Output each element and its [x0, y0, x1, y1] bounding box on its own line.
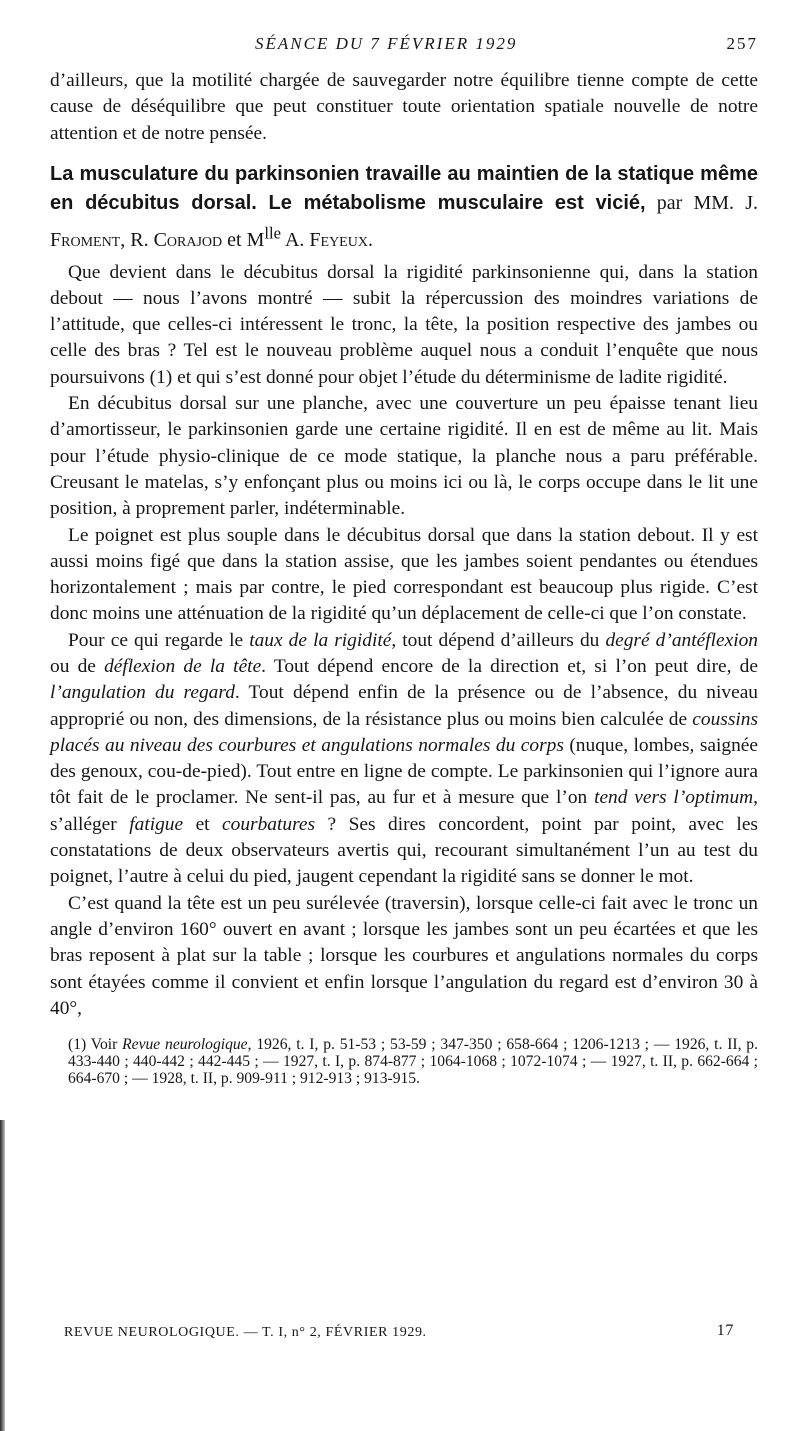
text-run: . Tout dépend encore de la direction et, si l’on peut dire, de [261, 656, 758, 677]
paragraph-rigidity-rate [50, 628, 758, 891]
article-heading [50, 160, 758, 255]
text-run: Pour ce qui regarde le [68, 629, 250, 651]
author-2-initial: , R. [120, 228, 149, 251]
paragraph-decubitus-question: Que devient dans le décubitus dorsal la rigidité parkinsonienne qui, dans la station debout — nous l’avons montré — subit la répercussion des moindres variations de l’attitude, que celles-ci intéressent le tronc, la tête, la position respective des jambes ou celle des bras ? Tel est le nouveau problème auquel nous a conduit l’enquête que nous poursuivons (1) et qui s’est donné pour objet l’étude du déterminisme de ladite rigidité. [50, 261, 758, 388]
italic-run: tend vers l’optimum [594, 787, 754, 809]
italic-run: courbatures [222, 813, 316, 835]
running-header [50, 34, 758, 58]
journal-reference: REVUE NEUROLOGIQUE. — T. I, n° 2, FÉVRIER 1929. [64, 1325, 427, 1340]
mlle-abbreviation: lle [264, 222, 282, 242]
paragraph-plank: En décubitus dorsal sur une planche, avec une couverture un peu épaisse tenant lieu d’amortisseur, le parkinsonien garde une certaine rigidité. Il en est de même au lit. Mais pour l’étude physio-clinique de ce mode statique, la planche nous a paru préférable. Creusant le matelas, s’y enfonçant plus ou moins ici ou là, le corps occupe dans le lit une position, à proprement parler, indéterminable. [50, 393, 758, 520]
text-run: Voir [86, 1036, 123, 1054]
italic-run: degré d’antéflexion [605, 629, 758, 651]
authors-conjunction: et M [227, 228, 265, 251]
continued-paragraph: d’ailleurs, que la motilité chargée de sauvegarder notre équilibre tienne compte de cette cause de déséquilibre que peut constituer toute orientation spatiale nouvelle de notre attention et de notre pensée. [50, 70, 758, 144]
article-title: La musculature du parkinsonien travaille au maintien de la statique même en décubitus dorsal. Le métabolisme musculaire est vicié, [50, 162, 758, 214]
authors-prefix: par MM. J. [656, 191, 759, 214]
text-run: , 1926, t. I, p. 51-53 ; 53-59 ; 347-350 ; 658-664 ; 1206-1213 ; — 1926, t. II, p. 433-440 ; 440-442 ; 442-445 ; — 1927, t. I, p. 874-877 ; 1064-1068 ; 1072-1074 ; — 1927, t. II, p. 662-664 ; 664-670 ; — 1928, t. II, p. 909-911 ; 912-913 ; 913-915. [68, 1036, 758, 1088]
footnote [50, 1036, 758, 1087]
author-3-initial: A. [284, 228, 305, 251]
author-feyeux: Feyeux. [309, 228, 373, 251]
running-title: SÉANCE DU 7 FÉVRIER 1929 [255, 34, 518, 53]
footnote-marker: (1) [68, 1036, 87, 1054]
journal-citation: Revue neurologique [122, 1036, 248, 1054]
text-run: ? Ses dires concordent, point par point, avec les constatations de deux observateurs avertis qui, recourant simultanément l’un au test du poignet, l’autre à celui du pied, jaugent cependant la rigidité sans se donner le mot. [50, 813, 758, 888]
italic-run: coussins placés au niveau des courbures et angulations normales du corps [50, 708, 758, 756]
italic-run: taux de la rigidité [249, 629, 392, 651]
text-run: (nuque, lombes, saignée des genoux, cou-de-pied). Tout entre en ligne de compte. Le parkinsonien qui l’ignore aura tôt fait de le proclamer. Ne sent-il pas, au fur et à mesure que l’on [50, 734, 758, 809]
author-corajod: Corajod [153, 228, 223, 251]
text-run: , s’alléger [50, 787, 758, 835]
italic-run: l’angulation du regard [50, 682, 235, 704]
italic-run: fatigue [129, 813, 184, 835]
paragraph-wrist: Le poignet est plus souple dans le décubitus dorsal que dans la station debout. Il y est aussi moins figé que dans la station assise, que les jambes soient pendantes ou étendues horizontalement ; mais par contre, le pied correspondant est beaucoup plus rigide. C’est donc moins une atténuation de la rigidité qu’un déplacement de celle-ci que l’on constate. [50, 524, 758, 625]
text-run: , tout dépend d’ailleurs du [391, 629, 606, 651]
page-footer [64, 1322, 734, 1347]
footnote-text [50, 1036, 758, 1087]
sheet-number: 17 [716, 1322, 734, 1339]
scan-edge-shadow [0, 1120, 5, 1431]
author-froment: Froment [50, 228, 121, 251]
text-run: et [183, 813, 223, 835]
paragraph-head-angle: C’est quand la tête est un peu surélevée (traversin), lorsque celle-ci fait avec le tronc un angle d’environ 160° ouvert en avant ; lorsque les jambes sont un peu écartées et que les bras reposent à plat sur la table ; lorsque les courbures et angulations normales du corps sont étayées comme il convient et enfin lorsque l’angulation du regard est d’environ 30 à 40°, [50, 892, 758, 1019]
page-number: 257 [726, 34, 758, 53]
italic-run: déflexion de la tête [104, 656, 262, 677]
article-body [50, 68, 758, 1087]
text-run: ou de [50, 656, 105, 677]
text-run: . Tout dépend enfin de la présence ou de l’absence, du niveau approprié ou non, des dimensions, de la résistance plus ou moins bien calculée de [50, 682, 758, 730]
